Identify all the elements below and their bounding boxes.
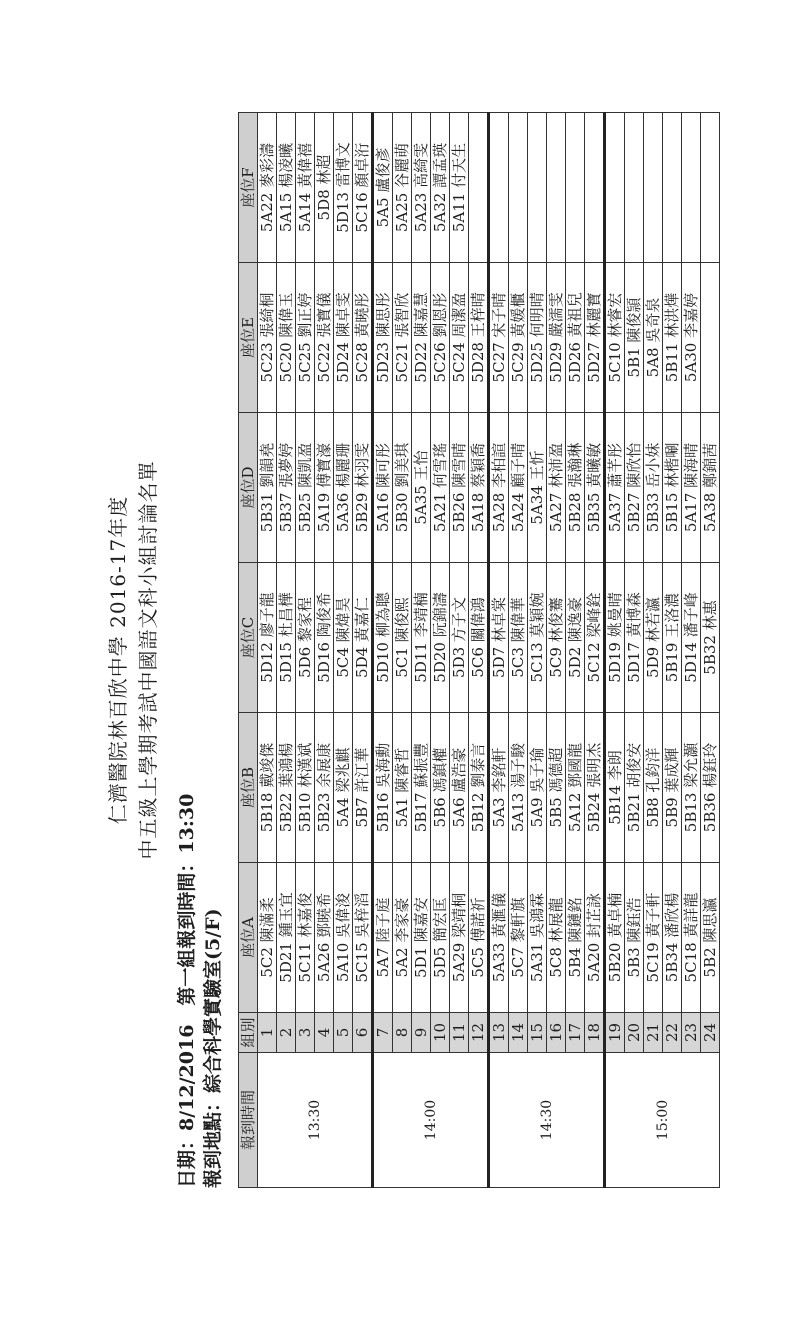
- seat-cell: [489, 113, 509, 263]
- seat-cell: 5D23 陳思彤: [373, 263, 393, 413]
- seat-cell: 5D20 阮錦濤: [431, 563, 450, 713]
- document-title: 仁濟醫院林百欣中學 2016-17年度: [106, 495, 130, 825]
- table-row: [315, 113, 334, 1188]
- seat-cell: [663, 113, 682, 263]
- seat-cell: 5A9 吳子瑜: [528, 713, 547, 863]
- header-cell: 組別: [239, 1013, 258, 1053]
- table-row: [509, 113, 528, 1188]
- seat-cell: 5B5 馮德超: [547, 713, 566, 863]
- table-row: [682, 113, 701, 1188]
- header-cell: 座位D: [239, 413, 258, 563]
- header-cell: 座位A: [239, 863, 258, 1013]
- seat-cell: 5D29 嚴濡雯: [547, 263, 566, 413]
- seat-cell: 5B22 葉鴻楊: [277, 713, 296, 863]
- seat-cell: 5C13 莫穎婉: [528, 563, 547, 713]
- seat-cell: 5B9 葉成輝: [663, 713, 682, 863]
- seat-cell: 5C25 劉正婷: [296, 263, 315, 413]
- seat-cell: 5A12 鄧國龍: [566, 713, 585, 863]
- seat-cell: 5D9 林若瀛: [644, 563, 663, 713]
- seat-cell: 5D22 陳嘉慧: [412, 263, 431, 413]
- header-cell: 座位F: [239, 113, 258, 263]
- group-number-cell: 21: [644, 1013, 663, 1053]
- seat-cell: 5B2 陳思瀛: [701, 863, 720, 1013]
- seat-cell: 5C4 陳煒昊: [334, 563, 353, 713]
- seat-cell: 5C28 黃曉彤: [353, 263, 373, 413]
- seat-cell: [469, 113, 489, 263]
- seat-cell: [605, 113, 625, 263]
- report-location: 報到地點：綜合科學實驗室(5/F): [202, 908, 224, 1188]
- seat-cell: 5C18 黃詳龍: [682, 863, 701, 1013]
- document-subtitle: 中五級上學期考試中國語文科小組討論名單: [136, 460, 160, 860]
- seat-cell: 5B35 黃曦敏: [585, 413, 605, 563]
- header-cell: 報到時間: [239, 1053, 258, 1188]
- table-row: [296, 113, 315, 1188]
- seat-cell: 5A1 陳睿哲: [393, 713, 412, 863]
- group-number-cell: 10: [431, 1013, 450, 1053]
- date-and-report-time: 日期：8/12/2016 第一組報到時間：13:30: [176, 793, 198, 1188]
- seat-cell: 5B15 林楷唰: [663, 413, 682, 563]
- seat-cell: 5C24 周潔盈: [450, 263, 469, 413]
- seat-cell: [585, 113, 605, 263]
- table-row: [625, 113, 644, 1188]
- group-number-cell: 14: [509, 1013, 528, 1053]
- seat-cell: 5B13 梁允灝: [682, 713, 701, 863]
- seat-cell: 5B6 馮鎮權: [431, 713, 450, 863]
- seat-cell: 5A30 李嘉婷: [682, 263, 701, 413]
- report-time-cell: 13:30: [258, 1053, 373, 1188]
- seat-cell: 5A21 何雪瑤: [431, 413, 450, 563]
- seat-cell: 5C11 林嘉俊: [296, 863, 315, 1013]
- seat-cell: 5B28 張瀚琳: [566, 413, 585, 563]
- group-number-cell: 3: [296, 1013, 315, 1053]
- group-number-cell: 9: [412, 1013, 431, 1053]
- table-row: [489, 113, 509, 1188]
- seat-cell: 5A20 封芷詠: [585, 863, 605, 1013]
- seat-cell: 5D27 林麗寶: [585, 263, 605, 413]
- group-number-cell: 2: [277, 1013, 296, 1053]
- seat-cell: 5A14 黃偉禧: [296, 113, 315, 263]
- seat-cell: 5B26 陳雪晴: [450, 413, 469, 563]
- seat-cell: 5B14 李朗: [605, 713, 625, 863]
- seat-cell: 5B8 孔鈞洋: [644, 713, 663, 863]
- table-row: [412, 113, 431, 1188]
- seat-cell: 5A29 梁靖桐: [450, 863, 469, 1013]
- seat-cell: 5A5 盧俊彥: [373, 113, 393, 263]
- group-number-cell: 4: [315, 1013, 334, 1053]
- seat-cell: 5D12 廖子龍: [258, 563, 277, 713]
- seat-cell: 5D16 陶俊希: [315, 563, 334, 713]
- seat-cell: 5B33 岳小妹: [644, 413, 663, 563]
- seat-cell: 5A34 王忻: [528, 413, 547, 563]
- table-row: [663, 113, 682, 1188]
- seat-cell: 5C16 顏卓洐: [353, 113, 373, 263]
- table-row: [547, 113, 566, 1188]
- group-number-cell: 20: [625, 1013, 644, 1053]
- group-number-cell: 1: [258, 1013, 277, 1053]
- seat-cell: [701, 263, 720, 413]
- seat-cell: 5A28 李柏諠: [489, 413, 509, 563]
- seat-cell: 5D28 王梓晴: [469, 263, 489, 413]
- group-number-cell: 18: [585, 1013, 605, 1053]
- seat-cell: 5C22 張寶儀: [315, 263, 334, 413]
- seat-cell: 5A8 吳奇泉: [644, 263, 663, 413]
- seat-cell: 5C19 黃子軒: [644, 863, 663, 1013]
- seat-cell: 5A36 楊麗珊: [334, 413, 353, 563]
- seat-cell: 5A16 陳可彤: [373, 413, 393, 563]
- seat-cell: 5A4 梁兆麒: [334, 713, 353, 863]
- table-row: [605, 113, 625, 1188]
- seat-cell: [528, 113, 547, 263]
- seat-cell: 5B1 陳俊頴: [625, 263, 644, 413]
- seat-cell: 5D2 陳逸豪: [566, 563, 585, 713]
- table-row: [373, 113, 393, 1188]
- table-row: [353, 113, 373, 1188]
- table-row: [528, 113, 547, 1188]
- seat-cell: 5B3 陳鈺浩: [625, 863, 644, 1013]
- seat-cell: 5B36 楊鈺玲: [701, 713, 720, 863]
- seat-cell: 5B20 黃卓楠: [605, 863, 625, 1013]
- seat-cell: 5B37 張夢婷: [277, 413, 296, 563]
- seat-cell: 5D7 林卓棠: [489, 563, 509, 713]
- group-number-cell: 23: [682, 1013, 701, 1053]
- seat-cell: 5B10 林漢斌: [296, 713, 315, 863]
- rotated-document: [80, 85, 720, 1235]
- seat-cell: [625, 113, 644, 263]
- seat-cell: 5D14 潘子峰: [682, 563, 701, 713]
- seat-cell: 5A25 谷麗萌: [393, 113, 412, 263]
- table-row: [258, 113, 277, 1188]
- group-number-cell: 7: [373, 1013, 393, 1053]
- seat-cell: 5D1 陳嘉安: [412, 863, 431, 1013]
- seat-cell: [701, 113, 720, 263]
- seat-cell: 5A6 盧浩豪: [450, 713, 469, 863]
- seat-cell: 5A27 林沛盈: [547, 413, 566, 563]
- seat-cell: 5B23 余展康: [315, 713, 334, 863]
- seat-cell: 5A18 蔡穎喬: [469, 413, 489, 563]
- seat-cell: 5C3 陳偉華: [509, 563, 528, 713]
- seat-cell: [547, 113, 566, 263]
- group-number-cell: 15: [528, 1013, 547, 1053]
- group-number-cell: 8: [393, 1013, 412, 1053]
- report-time-cell: 14:00: [373, 1053, 489, 1188]
- seat-cell: 5C10 林睿宏: [605, 263, 625, 413]
- seat-cell: 5A3 李銘軒: [489, 713, 509, 863]
- seat-cell: 5C15 吳梓滔: [353, 863, 373, 1013]
- seat-cell: 5D6 黎家程: [296, 563, 315, 713]
- table-header-row: [239, 113, 258, 1188]
- seat-cell: 5C27 宋子晴: [489, 263, 509, 413]
- seat-cell: 5B16 吳海勳: [373, 713, 393, 863]
- report-time-cell: 14:30: [489, 1053, 605, 1188]
- table-row: [393, 113, 412, 1188]
- seat-cell: 5D5 簡宏匡: [431, 863, 450, 1013]
- table-row: [450, 113, 469, 1188]
- seat-cell: 5C20 陳偉玉: [277, 263, 296, 413]
- seat-cell: [682, 113, 701, 263]
- seat-cell: 5C26 劉恩彤: [431, 263, 450, 413]
- seat-cell: 5A35 王怡: [412, 413, 431, 563]
- seat-cell: 5A17 陳海晴: [682, 413, 701, 563]
- group-number-cell: 19: [605, 1013, 625, 1053]
- report-time-cell: 15:00: [605, 1053, 720, 1188]
- seat-cell: 5B32 林惠: [701, 563, 720, 713]
- seat-cell: 5C5 傅諾祈: [469, 863, 489, 1013]
- seat-cell: 5A26 鄧曉希: [315, 863, 334, 1013]
- seat-cell: 5C29 黃媛櫃: [509, 263, 528, 413]
- seat-cell: 5A2 李家豪: [393, 863, 412, 1013]
- seat-cell: 5B7 許江華: [353, 713, 373, 863]
- table-row: [277, 113, 296, 1188]
- seat-cell: 5B30 劉美琪: [393, 413, 412, 563]
- seat-cell: 5B18 戴竣傑: [258, 713, 277, 863]
- group-number-cell: 11: [450, 1013, 469, 1053]
- table-row: [566, 113, 585, 1188]
- seat-cell: 5B34 潘欣楊: [663, 863, 682, 1013]
- seat-cell: 5A22 麥彩濤: [258, 113, 277, 263]
- seat-cell: [509, 113, 528, 263]
- seat-cell: 5C8 林展龍: [547, 863, 566, 1013]
- seat-cell: 5C1 陳俊熙: [393, 563, 412, 713]
- seat-cell: 5A10 吳偉浚: [334, 863, 353, 1013]
- seat-cell: 5A11 付天生: [450, 113, 469, 263]
- seat-cell: 5D17 黃博森: [625, 563, 644, 713]
- header-cell: 座位E: [239, 263, 258, 413]
- seat-cell: 5C7 黎軒旗: [509, 863, 528, 1013]
- seat-cell: 5A31 吳鴻霖: [528, 863, 547, 1013]
- discussion-group-table: [238, 112, 720, 1188]
- seat-cell: 5B29 林羽雯: [353, 413, 373, 563]
- seat-cell: 5A37 蕭芊彤: [605, 413, 625, 563]
- seat-cell: 5C6 關偉鴻: [469, 563, 489, 713]
- header-cell: 座位B: [239, 713, 258, 863]
- seat-cell: 5B11 林洪燁: [663, 263, 682, 413]
- seat-cell: 5B17 蘇振豐: [412, 713, 431, 863]
- seat-cell: 5C23 張綺桐: [258, 263, 277, 413]
- seat-cell: 5D25 何明晴: [528, 263, 547, 413]
- seat-cell: 5D4 黃嘉仁: [353, 563, 373, 713]
- seat-cell: [566, 113, 585, 263]
- seat-cell: 5B27 陳欣怡: [625, 413, 644, 563]
- group-number-cell: 5: [334, 1013, 353, 1053]
- seat-cell: 5A15 楊凌曦: [277, 113, 296, 263]
- table-row: [701, 113, 720, 1188]
- table-row: [585, 113, 605, 1188]
- seat-cell: 5D21 鍾玉宜: [277, 863, 296, 1013]
- seat-cell: 5B4 陳鏈銘: [566, 863, 585, 1013]
- seat-cell: 5B25 陳凱盈: [296, 413, 315, 563]
- seat-cell: 5A32 譚孟瑛: [431, 113, 450, 263]
- group-number-cell: 24: [701, 1013, 720, 1053]
- seat-cell: 5A38 鄭錦茜: [701, 413, 720, 563]
- seat-cell: 5D13 雷博文: [334, 113, 353, 263]
- group-number-cell: 12: [469, 1013, 489, 1053]
- seat-cell: 5C9 林俊騫: [547, 563, 566, 713]
- seat-cell: 5D8 林超: [315, 113, 334, 263]
- seat-cell: 5C21 張智欣: [393, 263, 412, 413]
- seat-cell: 5A13 湯子駿: [509, 713, 528, 863]
- group-number-cell: 22: [663, 1013, 682, 1053]
- seat-cell: 5A7 陸子庭: [373, 863, 393, 1013]
- seat-cell: 5D19 姚曼晴: [605, 563, 625, 713]
- seat-cell: 5B21 胡俊安: [625, 713, 644, 863]
- seat-cell: 5C2 陳滿柔: [258, 863, 277, 1013]
- seat-cell: 5B12 劉泰言: [469, 713, 489, 863]
- seat-cell: 5B24 張明杰: [585, 713, 605, 863]
- seat-cell: 5A23 高綺雯: [412, 113, 431, 263]
- seat-cell: 5B19 王洛濃: [663, 563, 682, 713]
- table-row: [469, 113, 489, 1188]
- group-number-cell: 6: [353, 1013, 373, 1053]
- table-row: [644, 113, 663, 1188]
- seat-cell: 5A33 黃滙儀: [489, 863, 509, 1013]
- seat-cell: 5D24 陳卓雯: [334, 263, 353, 413]
- seat-cell: 5B31 劉韻堯: [258, 413, 277, 563]
- seat-cell: 5A24 顧子晴: [509, 413, 528, 563]
- header-cell: 座位C: [239, 563, 258, 713]
- seat-cell: 5D11 李靖楠: [412, 563, 431, 713]
- seat-cell: [644, 113, 663, 263]
- group-number-cell: 13: [489, 1013, 509, 1053]
- table-row: [431, 113, 450, 1188]
- group-number-cell: 17: [566, 1013, 585, 1053]
- seat-cell: 5D3 方子文: [450, 563, 469, 713]
- seat-cell: 5C12 梁峰銓: [585, 563, 605, 713]
- seat-cell: 5A19 傅寶濠: [315, 413, 334, 563]
- table-row: [334, 113, 353, 1188]
- group-number-cell: 16: [547, 1013, 566, 1053]
- seat-cell: 5D15 杜昌樺: [277, 563, 296, 713]
- seat-cell: 5D10 柳為聰: [373, 563, 393, 713]
- seat-cell: 5D26 黃祖兒: [566, 263, 585, 413]
